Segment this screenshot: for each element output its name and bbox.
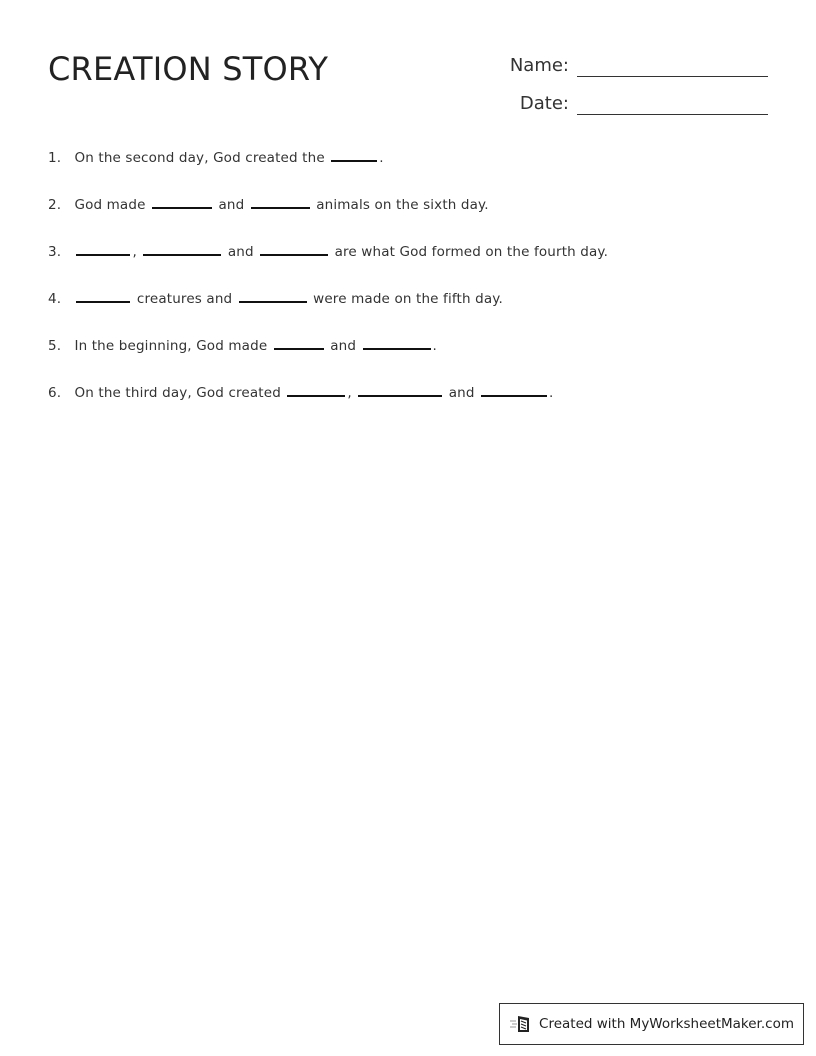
question-text: and (448, 385, 475, 401)
answer-blank[interactable] (152, 195, 212, 209)
question-text: . (549, 385, 554, 401)
worksheet-title: CREATION STORY (48, 50, 329, 88)
name-field[interactable] (468, 51, 768, 77)
question-1 (48, 148, 384, 167)
question-number: 5. (48, 338, 62, 354)
question-number: 3. (48, 244, 62, 260)
question-text: animals on the sixth day. (316, 197, 489, 213)
answer-blank[interactable] (363, 336, 431, 350)
answer-blank[interactable] (358, 383, 442, 397)
question-number: 2. (48, 197, 62, 213)
question-3 (48, 242, 608, 261)
question-6 (48, 383, 554, 402)
question-number: 4. (48, 291, 62, 307)
question-text: and (227, 244, 254, 260)
name-input-line[interactable] (577, 76, 768, 77)
answer-blank[interactable] (239, 289, 307, 303)
answer-blank[interactable] (331, 148, 377, 162)
answer-blank[interactable] (260, 242, 328, 256)
date-label: Date: (519, 93, 569, 114)
footer-text: Created with MyWorksheetMaker.com (539, 1016, 794, 1032)
question-text: . (432, 338, 437, 354)
answer-blank[interactable] (481, 383, 547, 397)
question-text: , (347, 385, 352, 401)
date-field[interactable] (468, 89, 768, 115)
question-text: are what God formed on the fourth day. (334, 244, 609, 260)
answer-blank[interactable] (287, 383, 345, 397)
question-2 (48, 195, 489, 214)
question-text: On the third day, God created (74, 385, 281, 401)
question-4 (48, 289, 503, 308)
question-text: creatures and (136, 291, 233, 307)
question-5 (48, 336, 437, 355)
footer-credit[interactable] (499, 1003, 804, 1045)
question-text: were made on the fifth day. (313, 291, 503, 307)
answer-blank[interactable] (76, 289, 130, 303)
date-input-line[interactable] (577, 114, 768, 115)
answer-blank[interactable] (76, 242, 130, 256)
question-text: , (132, 244, 137, 260)
name-label: Name: (509, 55, 569, 76)
question-text: and (218, 197, 245, 213)
answer-blank[interactable] (274, 336, 324, 350)
question-text: God made (74, 197, 146, 213)
question-text: In the beginning, God made (74, 338, 268, 354)
answer-blank[interactable] (143, 242, 221, 256)
question-number: 1. (48, 150, 62, 166)
answer-blank[interactable] (251, 195, 310, 209)
question-text: and (330, 338, 357, 354)
worksheet-maker-logo-icon (509, 1014, 533, 1034)
question-text: On the second day, God created the (74, 150, 325, 166)
question-number: 6. (48, 385, 62, 401)
question-text: . (379, 150, 384, 166)
